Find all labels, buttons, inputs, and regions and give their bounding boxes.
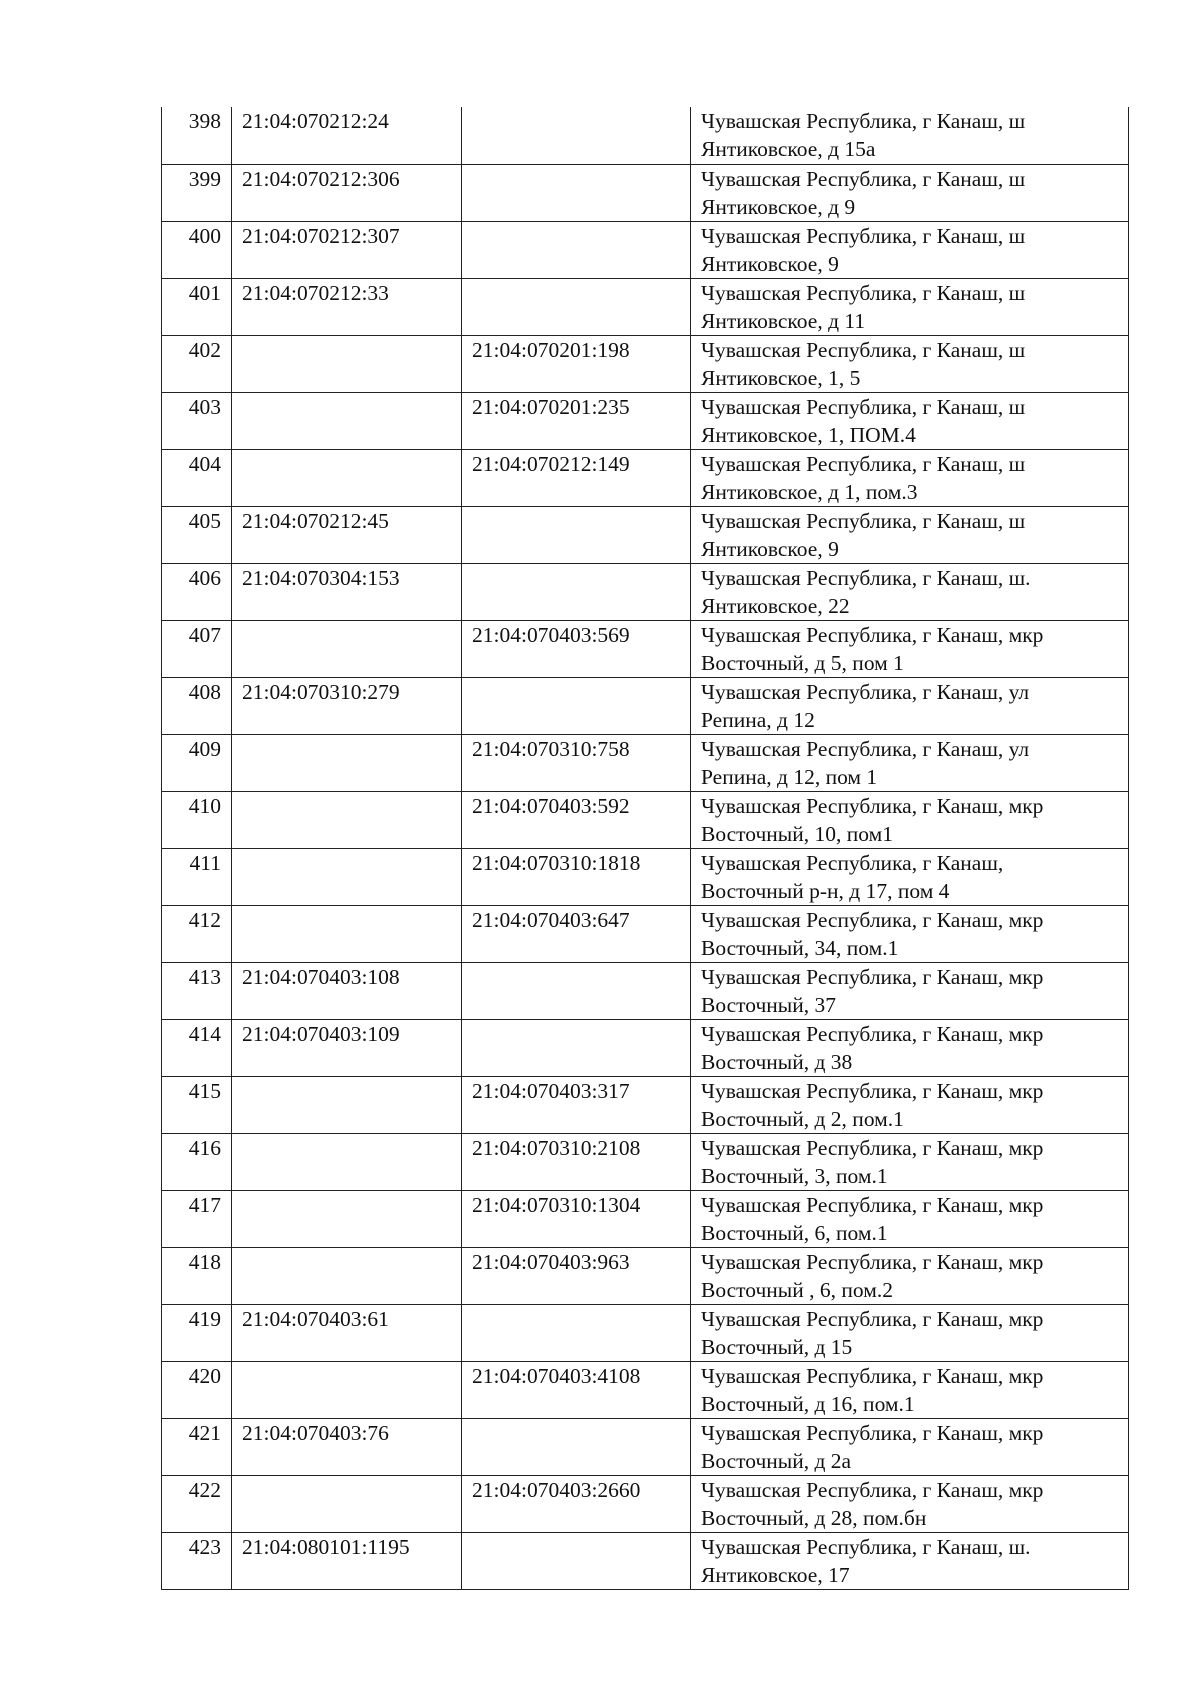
premises-cadastral-number-cell: [462, 962, 691, 1019]
address-cell: Чувашская Республика, г Канаш, ш Янтиковское, д 1, пом.3: [691, 449, 1129, 506]
address-cell: Чувашская Республика, г Канаш, ш Янтиковское, 1, ПОМ.4: [691, 392, 1129, 449]
premises-cadastral-number-cell: [462, 1304, 691, 1361]
cadastral-number-cell: 21:04:070212:24: [232, 107, 462, 164]
table-row: [162, 620, 1129, 677]
address-cell: Чувашская Республика, г Канаш, ул Репина, д 12, пом 1: [691, 734, 1129, 791]
table-row: [162, 905, 1129, 962]
table-row: [162, 1076, 1129, 1133]
row-number-cell: 418: [162, 1247, 232, 1304]
premises-cadastral-number-cell: [462, 563, 691, 620]
premises-cadastral-number-cell: [462, 506, 691, 563]
cadastral-number-cell: 21:04:070310:279: [232, 677, 462, 734]
premises-cadastral-number-cell: [462, 221, 691, 278]
cadastral-number-cell: 21:04:070403:76: [232, 1418, 462, 1475]
premises-cadastral-number-cell: 21:04:070403:317: [462, 1076, 691, 1133]
premises-cadastral-number-cell: 21:04:070201:235: [462, 392, 691, 449]
address-cell: Чувашская Республика, г Канаш, мкр Восточный, д 5, пом 1: [691, 620, 1129, 677]
row-number-cell: 423: [162, 1532, 232, 1589]
row-number-cell: 413: [162, 962, 232, 1019]
premises-cadastral-number-cell: 21:04:070310:1818: [462, 848, 691, 905]
address-cell: Чувашская Республика, г Канаш, ш Янтиковское, д 11: [691, 278, 1129, 335]
row-number-cell: 403: [162, 392, 232, 449]
premises-cadastral-number-cell: 21:04:070403:2660: [462, 1475, 691, 1532]
cadastral-number-cell: [232, 1076, 462, 1133]
table-row: [162, 449, 1129, 506]
address-cell: Чувашская Республика, г Канаш, ш. Янтиковское, 22: [691, 563, 1129, 620]
premises-cadastral-number-cell: 21:04:070403:4108: [462, 1361, 691, 1418]
premises-cadastral-number-cell: 21:04:070212:149: [462, 449, 691, 506]
address-cell: Чувашская Республика, г Канаш, ш Янтиковское, 9: [691, 506, 1129, 563]
row-number-cell: 422: [162, 1475, 232, 1532]
premises-cadastral-number-cell: [462, 107, 691, 164]
address-cell: Чувашская Республика, г Канаш, ш Янтиковское, д 9: [691, 164, 1129, 221]
table-row: [162, 392, 1129, 449]
address-cell: Чувашская Республика, г Канаш, Восточный р-н, д 17, пом 4: [691, 848, 1129, 905]
premises-cadastral-number-cell: [462, 677, 691, 734]
address-cell: Чувашская Республика, г Канаш, ш Янтиковское, 1, 5: [691, 335, 1129, 392]
cadastral-number-cell: [232, 1133, 462, 1190]
row-number-cell: 410: [162, 791, 232, 848]
address-cell: Чувашская Республика, г Канаш, мкр Восточный, д 28, пом.бн: [691, 1475, 1129, 1532]
table-row: [162, 107, 1129, 164]
table-row: [162, 278, 1129, 335]
address-cell: Чувашская Республика, г Канаш, мкр Восточный, 34, пом.1: [691, 905, 1129, 962]
row-number-cell: 404: [162, 449, 232, 506]
table-body: [162, 107, 1129, 1589]
table-row: [162, 1361, 1129, 1418]
address-cell: Чувашская Республика, г Канаш, ш Янтиковское, 9: [691, 221, 1129, 278]
cadastral-number-cell: [232, 449, 462, 506]
cadastral-number-cell: 21:04:070212:45: [232, 506, 462, 563]
row-number-cell: 411: [162, 848, 232, 905]
address-cell: Чувашская Республика, г Канаш, мкр Восточный, д 16, пом.1: [691, 1361, 1129, 1418]
premises-cadastral-number-cell: 21:04:070310:1304: [462, 1190, 691, 1247]
cadastral-number-cell: [232, 1475, 462, 1532]
premises-cadastral-number-cell: [462, 1532, 691, 1589]
premises-cadastral-number-cell: 21:04:070403:592: [462, 791, 691, 848]
premises-cadastral-number-cell: 21:04:070310:2108: [462, 1133, 691, 1190]
cadastral-number-cell: [232, 734, 462, 791]
table-row: [162, 1247, 1129, 1304]
table-row: [162, 221, 1129, 278]
address-cell: Чувашская Республика, г Канаш, мкр Восточный, д 2а: [691, 1418, 1129, 1475]
table-row: [162, 1532, 1129, 1589]
row-number-cell: 415: [162, 1076, 232, 1133]
row-number-cell: 416: [162, 1133, 232, 1190]
cadastral-number-cell: [232, 791, 462, 848]
address-cell: Чувашская Республика, г Канаш, ул Репина, д 12: [691, 677, 1129, 734]
row-number-cell: 400: [162, 221, 232, 278]
table-row: [162, 164, 1129, 221]
row-number-cell: 405: [162, 506, 232, 563]
row-number-cell: 408: [162, 677, 232, 734]
cadastral-number-cell: 21:04:070304:153: [232, 563, 462, 620]
table-row: [162, 563, 1129, 620]
premises-cadastral-number-cell: 21:04:070403:569: [462, 620, 691, 677]
cadastral-number-cell: [232, 392, 462, 449]
address-cell: Чувашская Республика, г Канаш, ш. Янтиковское, 17: [691, 1532, 1129, 1589]
cadastral-number-cell: 21:04:080101:1195: [232, 1532, 462, 1589]
cadastral-number-cell: [232, 1247, 462, 1304]
table-row: [162, 1304, 1129, 1361]
cadastral-number-cell: 21:04:070212:306: [232, 164, 462, 221]
row-number-cell: 412: [162, 905, 232, 962]
premises-cadastral-number-cell: [462, 278, 691, 335]
premises-cadastral-number-cell: 21:04:070201:198: [462, 335, 691, 392]
address-cell: Чувашская Республика, г Канаш, мкр Восточный, 37: [691, 962, 1129, 1019]
table-row: [162, 962, 1129, 1019]
address-cell: Чувашская Республика, г Канаш, мкр Восточный , 6, пом.2: [691, 1247, 1129, 1304]
row-number-cell: 417: [162, 1190, 232, 1247]
address-cell: Чувашская Республика, г Канаш, мкр Восточный, д 2, пом.1: [691, 1076, 1129, 1133]
table-row: [162, 506, 1129, 563]
row-number-cell: 414: [162, 1019, 232, 1076]
premises-cadastral-number-cell: [462, 1418, 691, 1475]
cadastral-number-cell: 21:04:070212:307: [232, 221, 462, 278]
table-row: [162, 1418, 1129, 1475]
table-row: [162, 1133, 1129, 1190]
cadastral-number-cell: [232, 335, 462, 392]
table-row: [162, 1190, 1129, 1247]
cadastral-number-cell: [232, 620, 462, 677]
premises-cadastral-number-cell: 21:04:070403:963: [462, 1247, 691, 1304]
table-row: [162, 1019, 1129, 1076]
cadastral-number-cell: [232, 905, 462, 962]
address-cell: Чувашская Республика, г Канаш, мкр Восточный, 10, пом1: [691, 791, 1129, 848]
row-number-cell: 402: [162, 335, 232, 392]
table-row: [162, 791, 1129, 848]
table-row: [162, 848, 1129, 905]
address-cell: Чувашская Республика, г Канаш, мкр Восточный, 6, пом.1: [691, 1190, 1129, 1247]
premises-cadastral-number-cell: 21:04:070403:647: [462, 905, 691, 962]
address-cell: Чувашская Республика, г Канаш, ш Янтиковское, д 15а: [691, 107, 1129, 164]
table-row: [162, 1475, 1129, 1532]
cadastral-number-cell: [232, 1190, 462, 1247]
table-row: [162, 335, 1129, 392]
row-number-cell: 421: [162, 1418, 232, 1475]
cadastral-number-cell: 21:04:070403:109: [232, 1019, 462, 1076]
row-number-cell: 398: [162, 107, 232, 164]
table-row: [162, 734, 1129, 791]
address-cell: Чувашская Республика, г Канаш, мкр Восточный, д 38: [691, 1019, 1129, 1076]
premises-cadastral-number-cell: [462, 164, 691, 221]
cadastral-number-cell: 21:04:070403:61: [232, 1304, 462, 1361]
premises-cadastral-number-cell: [462, 1019, 691, 1076]
row-number-cell: 419: [162, 1304, 232, 1361]
row-number-cell: 399: [162, 164, 232, 221]
row-number-cell: 409: [162, 734, 232, 791]
cadastral-number-cell: 21:04:070403:108: [232, 962, 462, 1019]
row-number-cell: 406: [162, 563, 232, 620]
property-table: [161, 107, 1129, 1590]
cadastral-number-cell: 21:04:070212:33: [232, 278, 462, 335]
cadastral-number-cell: [232, 848, 462, 905]
premises-cadastral-number-cell: 21:04:070310:758: [462, 734, 691, 791]
cadastral-number-cell: [232, 1361, 462, 1418]
row-number-cell: 420: [162, 1361, 232, 1418]
address-cell: Чувашская Республика, г Канаш, мкр Восточный, 3, пом.1: [691, 1133, 1129, 1190]
row-number-cell: 407: [162, 620, 232, 677]
row-number-cell: 401: [162, 278, 232, 335]
address-cell: Чувашская Республика, г Канаш, мкр Восточный, д 15: [691, 1304, 1129, 1361]
table-row: [162, 677, 1129, 734]
